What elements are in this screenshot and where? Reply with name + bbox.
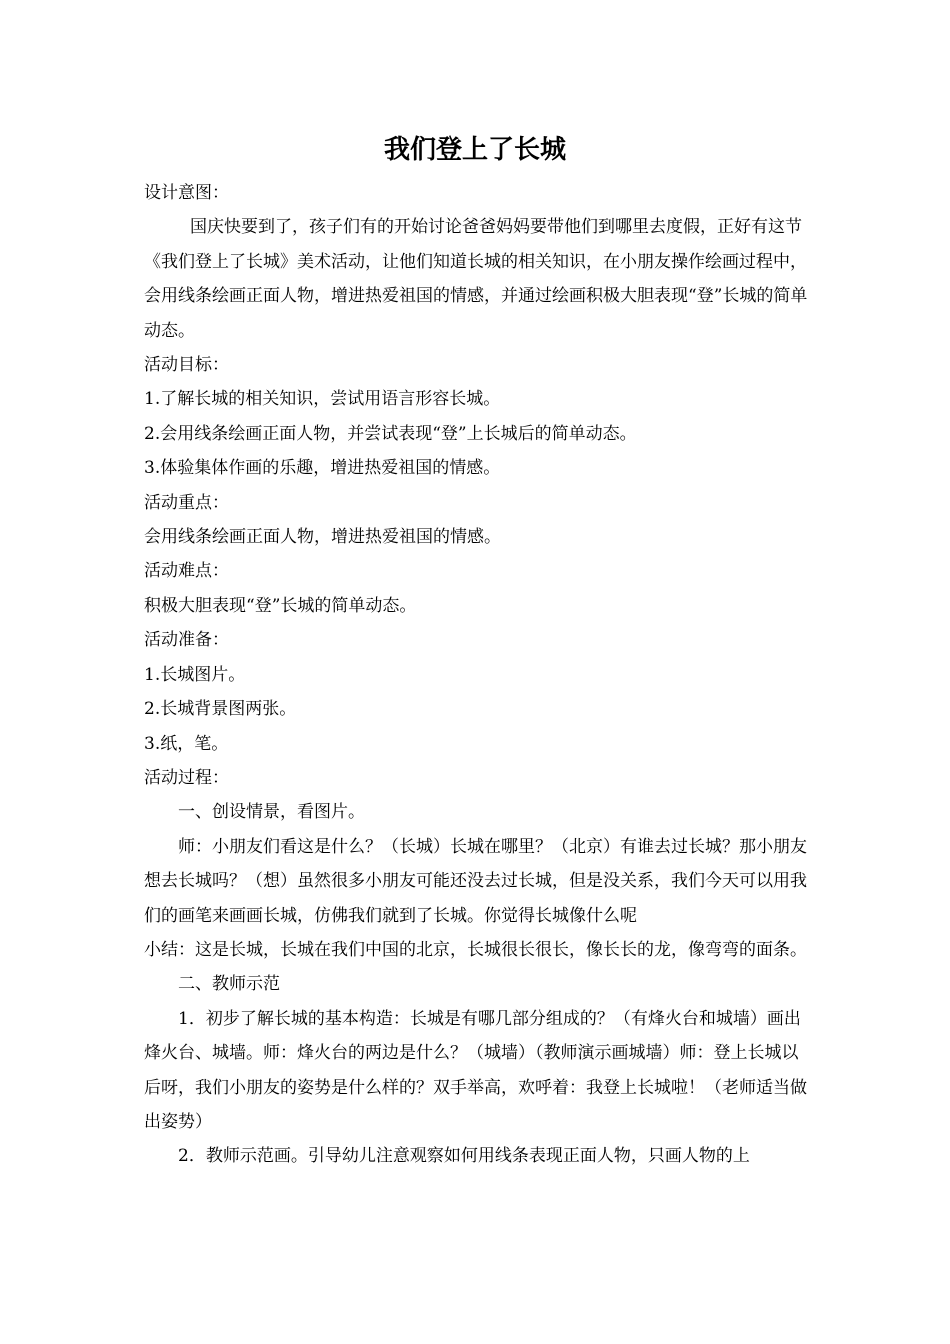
goal-item-1: 1.了解长城的相关知识，尝试用语言形容长城。	[144, 389, 501, 410]
prep-heading: 活动准备：	[144, 630, 229, 651]
key-paragraph: 会用线条绘画正面人物，增进热爱祖国的情感。	[144, 527, 501, 548]
difficulty-heading: 活动难点：	[144, 561, 229, 582]
step2-item-2: 2．教师示范画。引导幼儿注意观察如何用线条表现正面人物，只画人物的上	[178, 1146, 750, 1167]
prep-item-1: 1.长城图片。	[144, 664, 246, 685]
prep-item-3: 3.纸，笔。	[144, 733, 229, 754]
difficulty-paragraph: 积极大胆表现“登”长城的简单动态。	[144, 595, 417, 616]
page-title: 我们登上了长城	[383, 135, 566, 165]
step2-item-1: 1．初步了解长城的基本构造：长城是有哪几部分组成的？（有烽火台和城墙）画出烽火台、城墙。师：烽火台的两边是什么？（城墙）（教师演示画城墙）师：登上长城以后呀，我们小朋友的姿势是什么样的？双手举高，欢呼着：我登上长城啦！（老师适当做出姿势）	[144, 1008, 807, 1132]
step2-heading: 二、教师示范	[178, 974, 280, 995]
goal-item-3: 3.体验集体作画的乐趣，增进热爱祖国的情感。	[144, 458, 501, 479]
document-body	[144, 176, 808, 1174]
prep-item-2: 2.长城背景图两张。	[144, 699, 297, 720]
design-paragraph: 国庆快要到了，孩子们有的开始讨论爸爸妈妈要带他们到哪里去度假，正好有这节《我们登上了长城》美术活动，让他们知道长城的相关知识，在小朋友操作绘画过程中，会用线条绘画正面人物，增进热爱祖国的情感，并通过绘画积极大胆表现“登”长城的简单动态。	[144, 217, 808, 341]
goal-item-2: 2.会用线条绘画正面人物，并尝试表现“登”上长城后的简单动态。	[144, 423, 637, 444]
key-heading: 活动重点：	[144, 492, 229, 513]
goals-heading: 活动目标：	[144, 355, 229, 376]
process-heading: 活动过程：	[144, 767, 229, 788]
step1-paragraph: 师：小朋友们看这是什么？（长城）长城在哪里？（北京）有谁去过长城？那小朋友想去长城吗？（想）虽然很多小朋友可能还没去过长城，但是没关系，我们今天可以用我们的画笔来画画长城，仿佛我们就到了长城。你觉得长城像什么呢	[144, 836, 807, 926]
step1-summary: 小结：这是长城，长城在我们中国的北京，长城很长很长，像长长的龙，像弯弯的面条。	[144, 939, 807, 960]
step1-heading: 一、创设情景，看图片。	[178, 802, 365, 823]
design-heading: 设计意图：	[144, 183, 229, 203]
